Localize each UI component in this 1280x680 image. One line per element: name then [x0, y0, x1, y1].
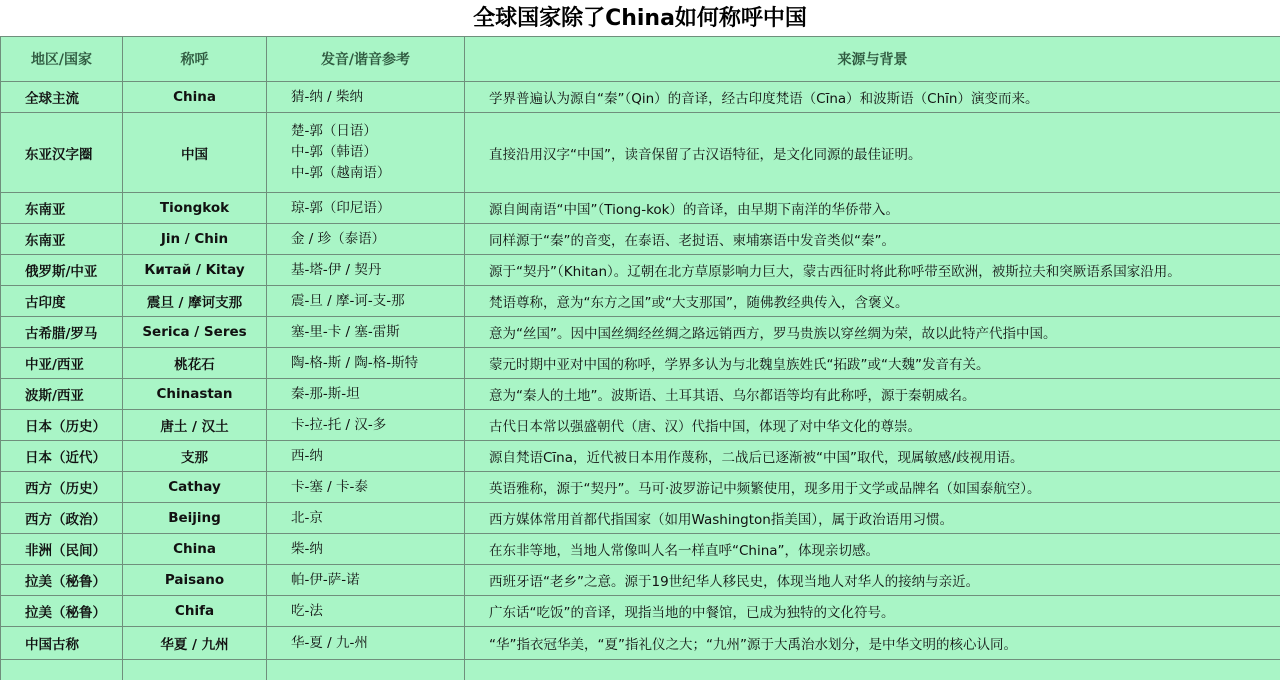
filler-cell [267, 660, 465, 680]
cell-region: 古印度 [1, 286, 123, 317]
pronunciation-line: 柴-纳 [291, 540, 323, 557]
cell-origin: 源自闽南语“中国”（Tiong-kok）的音译，由早期下南洋的华侨带入。 [465, 193, 1280, 224]
cell-pronunciation [267, 286, 465, 317]
cell-name: China [123, 534, 267, 565]
cell-origin: 意为“秦人的土地”。波斯语、土耳其语、乌尔都语等均有此称呼，源于秦朝威名。 [465, 379, 1280, 410]
table-row [1, 503, 1280, 534]
pronunciation-line: 琼-郭（印尼语） [291, 199, 391, 216]
cell-pronunciation [267, 113, 465, 193]
header-row [1, 37, 1280, 82]
header-region: 地区/国家 [1, 37, 123, 82]
cell-name: 唐土 / 汉土 [123, 410, 267, 441]
cell-pronunciation [267, 441, 465, 472]
table-row [1, 627, 1280, 660]
cell-name: 支那 [123, 441, 267, 472]
filler-cell [123, 660, 267, 680]
cell-origin: 西班牙语“老乡”之意。源于19世纪华人移民史，体现当地人对华人的接纳与亲近。 [465, 565, 1280, 596]
cell-pronunciation [267, 224, 465, 255]
table-row [1, 255, 1280, 286]
cell-region: 西方（政治） [1, 503, 123, 534]
cell-region: 中亚/西亚 [1, 348, 123, 379]
cell-origin: 广东话“吃饭”的音译，现指当地的中餐馆，已成为独特的文化符号。 [465, 596, 1280, 627]
cell-name: 桃花石 [123, 348, 267, 379]
pronunciation-line: 帕-伊-萨-诺 [291, 571, 360, 588]
table-row [1, 113, 1280, 193]
table-row [1, 82, 1280, 113]
cell-pronunciation [267, 193, 465, 224]
pronunciation-line: 震-旦 / 摩-诃-支-那 [291, 292, 405, 309]
cell-region: 波斯/西亚 [1, 379, 123, 410]
table-body [1, 82, 1280, 680]
cell-pronunciation [267, 317, 465, 348]
table-row [1, 193, 1280, 224]
cell-region: 中国古称 [1, 627, 123, 660]
cell-name: Chinastan [123, 379, 267, 410]
cell-name: Beijing [123, 503, 267, 534]
filler-row [1, 660, 1280, 680]
table-row [1, 565, 1280, 596]
pronunciation-line: 猜-纳 / 柴纳 [291, 88, 364, 105]
table-row [1, 472, 1280, 503]
cell-origin: 源自梵语Cīna，近代被日本用作蔑称，二战后已逐渐被“中国”取代，现属敏感/歧视用语。 [465, 441, 1280, 472]
cell-region: 古希腊/罗马 [1, 317, 123, 348]
cell-region: 日本（历史） [1, 410, 123, 441]
cell-origin: 学界普遍认为源自“秦”（Qin）的音译，经古印度梵语（Cīna）和波斯语（Chīn）演变而来。 [465, 82, 1280, 113]
table-row [1, 596, 1280, 627]
pronunciation-line: 塞-里-卡 / 塞-雷斯 [291, 323, 400, 340]
table-row [1, 410, 1280, 441]
cell-region: 拉美（秘鲁） [1, 565, 123, 596]
cell-origin: 意为“丝国”。因中国丝绸经丝绸之路远销西方，罗马贵族以穿丝绸为荣，故以此特产代指中国。 [465, 317, 1280, 348]
filler-cell [1, 660, 123, 680]
cell-origin: 同样源于“秦”的音变，在泰语、老挝语、柬埔寨语中发音类似“秦”。 [465, 224, 1280, 255]
cell-pronunciation [267, 503, 465, 534]
pronunciation-line: 吃-法 [291, 602, 323, 619]
table-row [1, 286, 1280, 317]
pronunciation-line: 北-京 [291, 509, 323, 526]
cell-pronunciation [267, 82, 465, 113]
cell-pronunciation [267, 472, 465, 503]
header-pronunciation: 发音/谐音参考 [267, 37, 465, 82]
cell-origin: 直接沿用汉字“中国”，读音保留了古汉语特征，是文化同源的最佳证明。 [465, 113, 1280, 193]
cell-pronunciation [267, 255, 465, 286]
cell-pronunciation [267, 596, 465, 627]
cell-region: 西方（历史） [1, 472, 123, 503]
table-row [1, 224, 1280, 255]
cell-pronunciation [267, 410, 465, 441]
cell-pronunciation [267, 565, 465, 596]
table-row [1, 441, 1280, 472]
cell-name: 震旦 / 摩诃支那 [123, 286, 267, 317]
table-row [1, 379, 1280, 410]
cell-origin: 蒙元时期中亚对中国的称呼，学界多认为与北魏皇族姓氏“拓跋”或“大魏”发音有关。 [465, 348, 1280, 379]
pronunciation-line: 中-郭（韩语） [291, 144, 377, 160]
page-title: 全球国家除了China如何称呼中国 [473, 6, 807, 31]
pronunciation-line: 中-郭（越南语） [291, 165, 391, 181]
cell-origin: 西方媒体常用首都代指国家（如用Washington指美国），属于政治语用习惯。 [465, 503, 1280, 534]
cell-pronunciation [267, 534, 465, 565]
cell-origin: 梵语尊称，意为“东方之国”或“大支那国”，随佛教经典传入，含褒义。 [465, 286, 1280, 317]
cell-region: 东亚汉字圈 [1, 113, 123, 193]
cell-name: Jin / Chin [123, 224, 267, 255]
cell-name: Chifa [123, 596, 267, 627]
table-row [1, 348, 1280, 379]
cell-region: 日本（近代） [1, 441, 123, 472]
cell-pronunciation [267, 379, 465, 410]
pronunciation-line: 卡-塞 / 卡-泰 [291, 478, 368, 495]
cell-region: 俄罗斯/中亚 [1, 255, 123, 286]
pronunciation-line: 卡-拉-托 / 汉-多 [291, 416, 387, 433]
cell-name: 华夏 / 九州 [123, 627, 267, 660]
cell-pronunciation [267, 627, 465, 660]
table-row [1, 317, 1280, 348]
cell-origin: 英语雅称，源于“契丹”。马可·波罗游记中频繁使用，现多用于文学或品牌名（如国泰航空）。 [465, 472, 1280, 503]
pronunciation-line: 秦-那-斯-坦 [291, 385, 360, 402]
cell-name: China [123, 82, 267, 113]
pronunciation-line: 华-夏 / 九-州 [291, 634, 368, 651]
cell-origin: 古代日本常以强盛朝代（唐、汉）代指中国，体现了对中华文化的尊崇。 [465, 410, 1280, 441]
cell-name: Serica / Seres [123, 317, 267, 348]
cell-origin: “华”指衣冠华美，“夏”指礼仪之大；“九州”源于大禹治水划分，是中华文明的核心认同。 [465, 627, 1280, 660]
filler-cell [465, 660, 1280, 680]
cell-origin: 源于“契丹”（Khitan）。辽朝在北方草原影响力巨大，蒙古西征时将此称呼带至欧洲，被斯拉夫和突厥语系国家沿用。 [465, 255, 1280, 286]
cell-region: 东南亚 [1, 224, 123, 255]
table-row [1, 534, 1280, 565]
pronunciation-line: 金 / 珍（泰语） [291, 230, 386, 247]
cell-region: 拉美（秘鲁） [1, 596, 123, 627]
header-name: 称呼 [123, 37, 267, 82]
pronunciation-line: 陶-格-斯 / 陶-格-斯特 [291, 354, 419, 371]
header-origin: 来源与背景 [465, 37, 1280, 82]
cell-region: 东南亚 [1, 193, 123, 224]
names-table [0, 36, 1280, 680]
cell-origin: 在东非等地，当地人常像叫人名一样直呼“China”，体现亲切感。 [465, 534, 1280, 565]
cell-name: Китай / Kitay [123, 255, 267, 286]
cell-region: 全球主流 [1, 82, 123, 113]
cell-region: 非洲（民间） [1, 534, 123, 565]
pronunciation-line: 楚-郭（日语） [291, 123, 377, 139]
cell-name: Tiongkok [123, 193, 267, 224]
cell-name: Paisano [123, 565, 267, 596]
cell-name: Cathay [123, 472, 267, 503]
cell-name: 中国 [123, 113, 267, 193]
pronunciation-line: 基-塔-伊 / 契丹 [291, 261, 382, 278]
pronunciation-line: 西-纳 [291, 447, 323, 464]
cell-pronunciation [267, 348, 465, 379]
